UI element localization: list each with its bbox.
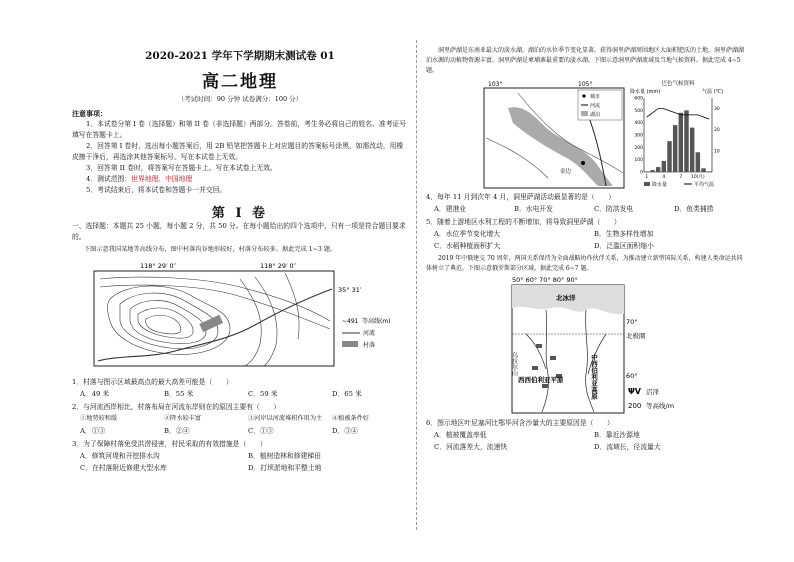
map-legend xyxy=(342,317,391,349)
precip-bar xyxy=(673,125,677,172)
map2-lon-label: 105° xyxy=(578,81,593,88)
notice-item-4-range: 世界地理、中国地理 xyxy=(131,175,193,183)
legend-village: 村落 xyxy=(363,342,376,349)
statement: ④植被条件好 xyxy=(332,415,370,422)
question-group-intro: 下图示意我国某地等高线分布，图中村落沟谷地形较好，村落分布较多。据此完成 1~3 题。 xyxy=(84,246,337,253)
option[interactable]: D．③④ xyxy=(332,427,358,435)
legend-contour-value: ~491 xyxy=(342,318,359,325)
question-4-stem: 4．每年 11 月到次年 4 月，洞里萨湖活动最显著的是（ ） xyxy=(426,193,616,201)
option[interactable]: A．修筑河堤和开挖排水沟 xyxy=(80,452,160,460)
map3-lon-labels: 50° 60° 70° 80° 90° xyxy=(512,276,578,284)
part-1-instructions: 一、选择题：本题共 25 小题，每小题 2 分，共 50 分。在每小题给出的四个选项中，只有一项是符合题目要求的。 xyxy=(72,222,406,241)
lat-70-label: 70° xyxy=(626,318,638,326)
precip-bar xyxy=(667,141,671,172)
question-1-stem: 1．村落与图示区域最高点的最大高差可能是（ ） xyxy=(72,378,233,386)
option[interactable]: D．打坝淤地和平整土地 xyxy=(248,464,322,472)
place-arctic-ocean: 北冰洋 xyxy=(556,294,576,302)
exam-meta: （考试时间：90 分钟 试卷满分：100 分） xyxy=(177,95,303,103)
precip-bar xyxy=(656,167,660,172)
legend-contour-value: 200 xyxy=(628,402,642,410)
option[interactable]: C．59 米 xyxy=(248,390,278,398)
legend-village-symbol xyxy=(342,341,358,347)
part-1-title: 第 I 卷 xyxy=(211,206,269,221)
notice-item-4 xyxy=(72,174,408,185)
x-tick-label: 1 xyxy=(645,175,649,180)
statement: ③河岸以河流堆积作用为主 xyxy=(248,415,323,422)
question-2-options xyxy=(72,425,408,437)
climate-chart xyxy=(628,78,736,190)
question-1-options xyxy=(72,388,408,400)
y-left-tick-label: 600 xyxy=(634,96,643,102)
question-2-stem: 2．与河流西岸相比，村落布局在河流东岸则在的原因主要有（ ） xyxy=(72,403,281,411)
notice-item-2: 2．回答第 I 卷时，选出每小题答案后，用 2B 铅笔把答题卡上对应题目的答案标号涂黑。如需改动，用橡皮擦干净后，再选涂其他答案标号。写在本试卷上无效。 xyxy=(72,142,404,161)
contour-map xyxy=(80,259,408,375)
temperature-series-line xyxy=(647,109,709,120)
legend-contour: 等高线/m xyxy=(646,402,675,410)
option[interactable]: D．流域长，径流量大 xyxy=(594,443,661,451)
precip-bar xyxy=(650,170,654,172)
place-central-siberian-plateau: 中西伯利亚高原 xyxy=(590,354,598,400)
question-6-stem: 6．图示地区叶尼塞河比鄂毕河含沙量大的主要原因是（ ） xyxy=(426,419,614,427)
legend-river: 河流 xyxy=(363,330,376,337)
precip-bar xyxy=(684,110,688,172)
map2-lon-label: 103° xyxy=(488,81,503,88)
option[interactable]: A．49 米 xyxy=(80,390,110,398)
right-column xyxy=(426,44,746,453)
legend-precip: 降水量 xyxy=(652,182,668,188)
legend-river: 河流 xyxy=(590,103,601,109)
option[interactable]: B．生物多样性增加 xyxy=(594,230,654,238)
option[interactable]: A．水位季节变化增大 xyxy=(434,230,501,238)
question-4-options xyxy=(426,203,746,215)
option[interactable]: A．植被覆盖率低 xyxy=(434,431,487,439)
option[interactable]: A．建港业 xyxy=(434,205,467,213)
statement: ①地势较和缓 xyxy=(80,415,118,422)
map2-legend xyxy=(578,90,622,120)
y-left-tick-label: 300 xyxy=(634,133,643,139)
notice-item-1: 1．本试卷分第 I 卷（选择题）和第 II 卷（非选择题）两部分。答卷前，考生务必将自己的姓名、准考证号填写在答题卡上。 xyxy=(72,120,407,139)
y-left-tick-label: 100 xyxy=(634,158,643,164)
option[interactable]: D．鱼类捕捞 xyxy=(674,205,714,213)
precip-bar xyxy=(707,171,711,172)
option[interactable]: B．水电开发 xyxy=(514,205,553,213)
precip-bar xyxy=(662,161,666,172)
option[interactable]: C．水稻种植面积扩大 xyxy=(434,242,501,250)
lat-60-label: 60° xyxy=(626,372,638,380)
chart-y-left-label: 降水量 (mm) xyxy=(630,89,661,95)
question-3-options xyxy=(72,450,408,474)
chart-y-right-label: 气温 (℃) xyxy=(702,89,724,95)
russia-map xyxy=(506,274,706,416)
precip-bar xyxy=(701,168,705,172)
legend-temp: 平均气温 xyxy=(694,182,715,188)
city-marker xyxy=(581,161,585,165)
column-divider xyxy=(416,40,417,530)
precip-bar xyxy=(696,152,700,172)
right-intro: 洞里萨湖是东南亚最大的淡水湖，湖泊的水位季节变化显著。获得洞里萨湖周围地区大面积肥沃的土地，洞里萨湖湖泊水源的动植物资源丰富，洞里萨湖是柬埔寨最重要的淡水湖。下图示意洞里萨湖流域及当地气候资料。据此完成 4~5 题。 xyxy=(426,47,745,74)
precip-bar xyxy=(679,113,683,172)
place-ural-mountains: 乌拉尔山 xyxy=(510,352,518,376)
statement: ②降水较丰富 xyxy=(164,415,202,422)
precip-bar xyxy=(690,128,694,172)
option[interactable]: D．65 米 xyxy=(332,390,362,398)
notice-item-5: 5．考试结束后，将本试卷和答题卡一并交回。 xyxy=(86,186,227,194)
exam-subject: 高二地理 xyxy=(202,72,278,92)
exam-title: 2020-2021 学年下学期期末测试卷 01 xyxy=(145,50,335,62)
place-west-siberian-plain: 西西伯利亚平原 xyxy=(518,376,564,384)
right-intro-2: 2019 年中俄建交 70 周年，两国关系保持为全面战略协作伙伴关系，为推动建立新型国际关系，构建人类命运共同体树立了典范。下图示意俄罗斯部分区域。据此完成 6~7 题。 xyxy=(426,255,743,272)
question-5-stem: 5．随着上游地区水利工程的不断增加，将导致洞里萨湖（ ） xyxy=(426,218,621,226)
notice-item-3: 3．回答第 II 卷时，将答案写在答题卡上。写在本试卷上无效。 xyxy=(86,164,277,172)
legend-lake: 湖泊 xyxy=(590,112,601,118)
chart-bars xyxy=(645,110,712,172)
map-lat-label: 35° 31′ xyxy=(338,286,362,294)
y-left-tick-label: 400 xyxy=(634,121,643,127)
question-2-statements xyxy=(72,413,408,425)
legend-lake-symbol xyxy=(581,111,588,116)
map3-legend xyxy=(628,387,674,410)
city-label: 金边 xyxy=(560,169,572,175)
y-right-tick-label: 10 xyxy=(714,149,720,155)
option[interactable]: C．在村落附近修建大型水库 xyxy=(80,464,167,472)
option[interactable]: B．55 米 xyxy=(164,390,194,398)
x-tick-label: 7 xyxy=(679,175,683,180)
legend-city: 城市 xyxy=(590,94,601,100)
notice-heading: 注意事项： xyxy=(72,109,107,118)
y-right-tick-label: 30 xyxy=(714,107,720,113)
precip-bar xyxy=(645,171,649,172)
legend-city-symbol xyxy=(582,94,585,97)
chart-temperature-line xyxy=(647,109,709,120)
x-tick-label: 4 xyxy=(662,175,666,180)
option[interactable]: A．①③ xyxy=(80,427,106,435)
map-lon-label: 118° 29′ 0″ xyxy=(140,262,177,270)
legend-swamp: 沼泽 xyxy=(646,388,659,396)
option[interactable]: B．靠近沙源地 xyxy=(594,431,640,439)
legend-precip-symbol xyxy=(644,182,650,186)
option[interactable]: C．防洪发电 xyxy=(594,205,634,213)
legend-swamp-symbol: ΨV xyxy=(628,387,641,396)
chart-title: 巴色气候资料 xyxy=(661,81,695,87)
figures-row xyxy=(426,78,746,190)
legend-contour: 等高线(m) xyxy=(362,318,391,325)
option[interactable]: C．①③ xyxy=(248,427,274,435)
map-lon-label-2: 118° 29′ 0″ xyxy=(260,262,297,270)
option[interactable]: B．植树造林和修建梯田 xyxy=(248,452,321,460)
question-6-options xyxy=(426,429,746,453)
option[interactable]: B．②④ xyxy=(164,427,190,435)
chart-legend xyxy=(644,181,714,188)
notice-item-4-prefix: 4．测试范围： xyxy=(86,175,132,183)
option[interactable]: C．河流落差大，流速快 xyxy=(434,443,508,451)
y-left-tick-label: 500 xyxy=(634,108,643,114)
left-column xyxy=(72,40,408,474)
y-left-tick-label: 200 xyxy=(634,145,643,151)
x-tick-label: 10(月) xyxy=(690,175,705,180)
arctic-circle-label: 北极圈 xyxy=(626,332,646,340)
question-3-stem: 3．为了保障村落免受洪涝侵害，村民采取的有效措施是（ ） xyxy=(72,440,267,448)
option[interactable]: D．泛滥区面积缩小 xyxy=(594,242,654,250)
contour-map-svg xyxy=(80,259,391,371)
question-5-options xyxy=(426,228,746,252)
y-right-tick-label: 20 xyxy=(714,128,720,134)
y-left-tick-label: 0 xyxy=(640,170,643,176)
